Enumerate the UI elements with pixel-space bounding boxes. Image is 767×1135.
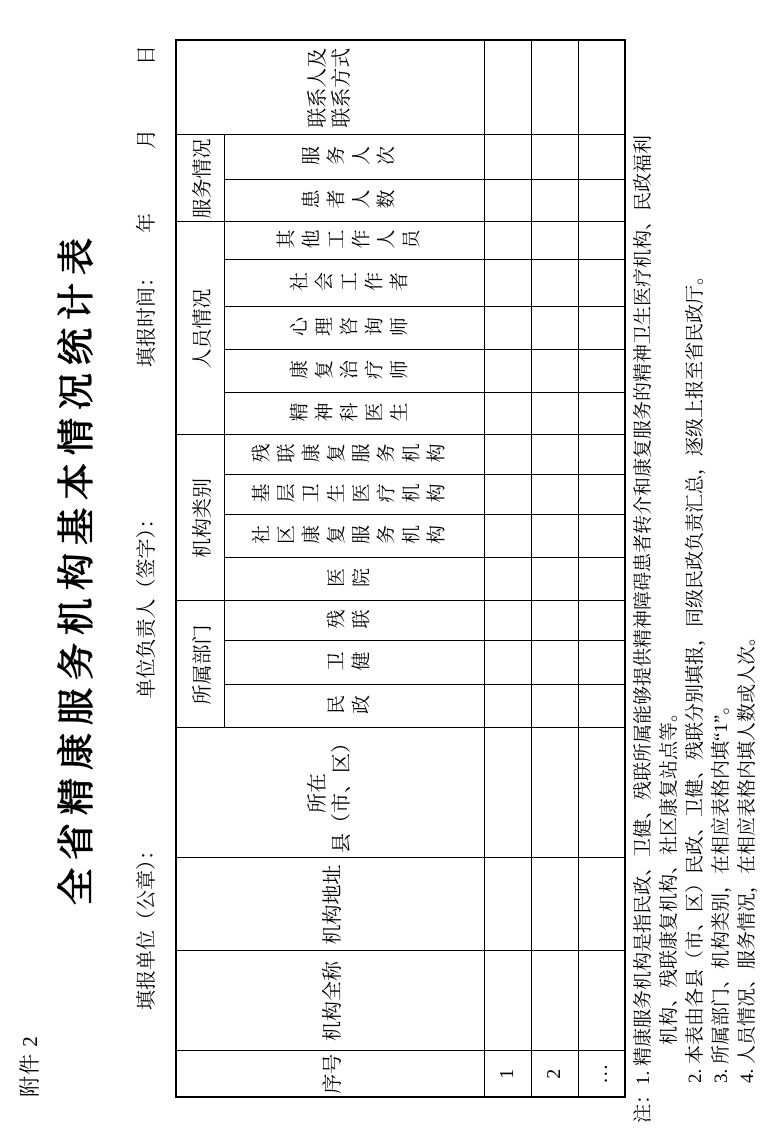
table-cell-empty xyxy=(531,475,578,515)
subheader-disabled-federation: 残联 xyxy=(224,601,484,641)
table-cell-empty xyxy=(578,350,625,393)
table-cell-empty xyxy=(531,350,578,393)
table-cell-empty xyxy=(484,393,531,435)
table-cell-empty xyxy=(578,728,625,858)
table-cell-empty xyxy=(484,558,531,601)
page-title: 全省精康服务机构基本情况统计表 xyxy=(57,230,98,905)
table-cell-empty xyxy=(531,393,578,435)
table-cell-empty xyxy=(531,685,578,728)
footnote-2: 2. 本表由各县（市、区）民政、卫健、残联分别填报，同级民政负责汇总，逐级上报至省民政厅。 xyxy=(685,265,706,1083)
table-cell-empty xyxy=(484,307,531,350)
table-cell-empty xyxy=(484,350,531,393)
row-number: 1 xyxy=(484,1051,531,1097)
month-label: 月 xyxy=(136,129,158,149)
header-department-group: 所属部门 xyxy=(176,601,224,728)
row-number: … xyxy=(578,1051,625,1097)
table-cell-empty xyxy=(578,40,625,135)
table-cell-empty xyxy=(484,728,531,858)
row-number: 2 xyxy=(531,1051,578,1097)
table-cell-empty xyxy=(578,135,625,180)
table-cell-empty xyxy=(578,222,625,260)
table-cell-empty xyxy=(531,307,578,350)
table-cell-empty xyxy=(484,180,531,222)
footnote-3: 3. 所属部门、机构类别，在相应表格内填“1”。 xyxy=(711,695,732,1083)
header-service-group: 服务情况 xyxy=(176,135,224,222)
header-institution-type-group: 机构类别 xyxy=(176,435,224,601)
table-cell-empty xyxy=(578,307,625,350)
footnote-4: 4. 人员情况、服务情况，在相应表格内填人数或人次。 xyxy=(737,626,758,1083)
table-cell-empty xyxy=(531,515,578,558)
subheader-civil-affairs: 民政 xyxy=(224,685,484,728)
table-row-1 xyxy=(484,40,531,1097)
table-cell-empty xyxy=(484,135,531,180)
subheader-psych-counselor: 心理咨询师 xyxy=(224,307,484,350)
table-cell-empty xyxy=(531,728,578,858)
statistics-table xyxy=(175,39,626,1098)
subheader-service-visits: 服务人次 xyxy=(224,135,484,180)
table-row-2 xyxy=(531,40,578,1097)
table-cell-empty xyxy=(578,475,625,515)
footnotes xyxy=(631,38,761,1123)
year-label: 年 xyxy=(136,213,158,233)
footnote-1: 注：1. 精康服务机构是指民政、卫健、残联所属能够提供精神障碍患者转介和康复服务的精神卫生医疗机构、民政福利 xyxy=(633,134,654,1123)
header-county xyxy=(176,728,484,858)
subheader-community-rehab-org: 社区康复服务机构 xyxy=(224,515,484,558)
info-row xyxy=(130,45,159,1010)
subheader-federation-rehab-org: 残联康复服务机构 xyxy=(224,435,484,475)
table-cell-empty xyxy=(531,858,578,951)
table-cell-empty xyxy=(578,435,625,475)
table-cell-empty xyxy=(484,435,531,475)
table-cell-empty xyxy=(578,260,625,307)
header-contact xyxy=(176,40,484,135)
table-cell-empty xyxy=(531,40,578,135)
table-cell-empty xyxy=(531,435,578,475)
subheader-social-worker: 社会工作者 xyxy=(224,260,484,307)
table-cell-empty xyxy=(531,260,578,307)
table-cell-empty xyxy=(531,558,578,601)
table-cell-empty xyxy=(484,951,531,1051)
table-cell-empty xyxy=(578,393,625,435)
table-row-ellipsis xyxy=(578,40,625,1097)
footnote-1-continued: 机构、残联康复机构、社区康复站点等。 xyxy=(659,702,680,1045)
subheader-rehab-therapist: 康复治疗师 xyxy=(224,350,484,393)
table-cell-empty xyxy=(578,951,625,1051)
subheader-hospital: 医院 xyxy=(224,558,484,601)
subheader-other-staff: 其他工作人员 xyxy=(224,222,484,260)
table-cell-empty xyxy=(484,475,531,515)
table-cell-empty xyxy=(531,641,578,685)
table-cell-empty xyxy=(484,40,531,135)
table-cell-empty xyxy=(484,601,531,641)
table-cell-empty xyxy=(578,558,625,601)
table-cell-empty xyxy=(578,858,625,951)
table-cell-empty xyxy=(484,858,531,951)
table-cell-empty xyxy=(484,515,531,558)
header-seq: 序号 xyxy=(176,1051,484,1097)
table-cell-empty xyxy=(531,601,578,641)
header-personnel-group: 人员情况 xyxy=(176,222,224,435)
table-cell-empty xyxy=(578,515,625,558)
header-county-line1: 所在 xyxy=(307,773,330,813)
table-cell-empty xyxy=(484,222,531,260)
header-org-full-name: 机构全称 xyxy=(176,951,484,1051)
table-cell-empty xyxy=(578,601,625,641)
table-cell-empty xyxy=(531,222,578,260)
subheader-health-commission: 卫健 xyxy=(224,641,484,685)
table-cell-empty xyxy=(531,180,578,222)
responsible-person-label: 单位负责人（签字）： xyxy=(136,508,158,699)
day-label: 日 xyxy=(136,45,158,65)
report-time-group xyxy=(130,45,159,367)
header-county-line2: 县（市、区） xyxy=(331,733,354,853)
subheader-patient-count: 患者人数 xyxy=(224,180,484,222)
table-cell-empty xyxy=(578,685,625,728)
header-contact-line1: 联系人及 xyxy=(307,47,330,128)
table-cell-empty xyxy=(484,260,531,307)
table-cell-empty xyxy=(578,180,625,222)
subheader-psychiatrist: 精神科医生 xyxy=(224,393,484,435)
reporting-unit-label: 填报单位（公章）： xyxy=(136,840,158,1010)
table-cell-empty xyxy=(578,641,625,685)
table-cell-empty xyxy=(484,685,531,728)
subheader-grassroots-medical-org: 基层卫生医疗机构 xyxy=(224,475,484,515)
header-org-address: 机构地址 xyxy=(176,858,484,951)
attachment-label: 附件 2 xyxy=(18,1035,42,1097)
header-contact-line2: 联系方式 xyxy=(331,47,354,128)
table-cell-empty xyxy=(484,641,531,685)
table-cell-empty xyxy=(531,951,578,1051)
table-cell-empty xyxy=(531,135,578,180)
report-time-label: 填报时间： xyxy=(136,267,158,367)
